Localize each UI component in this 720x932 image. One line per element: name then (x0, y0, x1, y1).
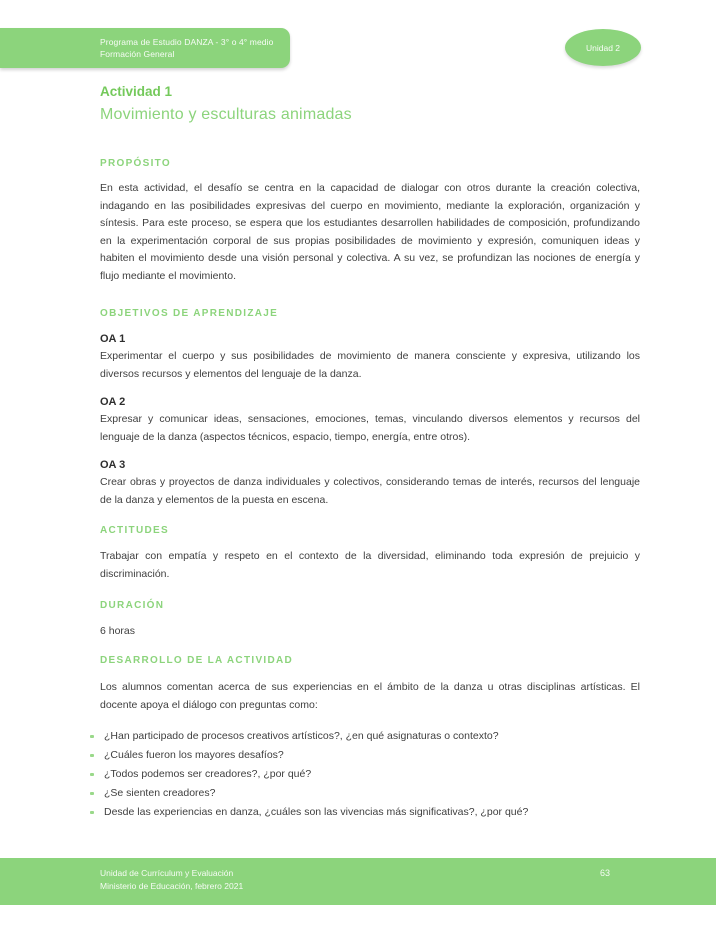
bullet-icon (90, 754, 94, 758)
unit-badge-label: Unidad 2 (585, 42, 621, 53)
section-heading-proposito: PROPÓSITO (100, 158, 171, 169)
bullet-icon (90, 811, 94, 815)
list-item (90, 765, 640, 784)
question-text: ¿Se sienten creadores? (104, 787, 216, 799)
header-band (0, 28, 290, 68)
section-heading-objetivos: OBJETIVOS DE APRENDIZAJE (100, 308, 279, 319)
question-text: ¿Todos podemos ser creadores?, ¿por qué? (104, 768, 312, 780)
content-column (100, 80, 640, 822)
footer-org-line1: Unidad de Currículum y Evaluación (100, 868, 234, 878)
oa1-label: OA 1 (100, 333, 126, 345)
activity-title: Actividad 1 (100, 84, 173, 99)
desarrollo-intro: Los alumnos comentan acerca de sus experiencias en el ámbito de la danza u otras disciplinas artísticas. El docente apoya el diálogo con preguntas como: (100, 681, 640, 711)
question-list (90, 727, 640, 822)
oa2-label: OA 2 (100, 396, 126, 408)
oa2-text: Expresar y comunicar ideas, sensaciones, emociones, temas, vinculando diversos elementos y recursos del lenguaje de la danza (aspectos técnicos, espacio, tiempo, energía, entre otros). (100, 413, 640, 443)
section-heading-desarrollo: DESARROLLO DE LA ACTIVIDAD (100, 655, 294, 666)
bullet-icon (90, 735, 94, 739)
actitudes-text: Trabajar con empatía y respeto en el contexto de la diversidad, eliminando toda expresión de prejuicio y discriminación. (100, 550, 640, 580)
oa-block-1 (100, 332, 640, 383)
bullet-icon (90, 792, 94, 796)
list-item (90, 803, 640, 822)
list-item (90, 727, 640, 746)
list-item (90, 746, 640, 765)
oa1-text: Experimentar el cuerpo y sus posibilidades de movimiento de manera consciente y expresiva, utilizando los diversos recursos y elementos del lenguaje de la danza. (100, 350, 640, 380)
footer-org-line2: Ministerio de Educación, febrero 2021 (100, 881, 244, 891)
program-title: Programa de Estudio DANZA - 3° o 4° medio (100, 37, 274, 47)
oa3-text: Crear obras y proyectos de danza individuales y colectivos, considerando temas de interés, recursos del lenguaje de la danza y elementos de la puesta en escena. (100, 476, 640, 506)
activity-subtitle: Movimiento y esculturas animadas (100, 106, 352, 123)
list-item (90, 784, 640, 803)
footer-band (0, 858, 716, 905)
question-text: ¿Han participado de procesos creativos artísticos?, ¿en qué asignaturas o contexto? (104, 730, 499, 742)
question-text: Desde las experiencias en danza, ¿cuáles son las vivencias más significativas?, ¿por qué? (104, 806, 529, 818)
oa3-label: OA 3 (100, 459, 126, 471)
proposito-text: En esta actividad, el desafío se centra en la capacidad de dialogar con otros durante la creación colectiva, indagando en las posibilidades expresivas del cuerpo en movimiento, mediante la exploración, organización y síntesis. Para este proceso, se espera que los estudiantes desarrollen habilidades de composición, profundizando en la experimentación corporal de sus propias posibilidades de movimiento y expresión, comuniquen ideas y habiten el movimiento desde una visión personal y colectiva. A su vez, se profundizan las nociones de energía y flujo mediante el movimiento. (100, 182, 640, 282)
page-number: 63 (600, 868, 611, 878)
question-text: ¿Cuáles fueron los mayores desafíos? (104, 749, 284, 761)
oa-block-3 (100, 458, 640, 509)
oa-block-2 (100, 395, 640, 446)
duracion-text: 6 horas (100, 625, 136, 637)
program-subtitle: Formación General (100, 49, 175, 59)
bullet-icon (90, 773, 94, 777)
section-heading-duracion: DURACIÓN (100, 600, 165, 611)
unit-badge (565, 29, 641, 66)
section-heading-actitudes: ACTITUDES (100, 525, 169, 536)
